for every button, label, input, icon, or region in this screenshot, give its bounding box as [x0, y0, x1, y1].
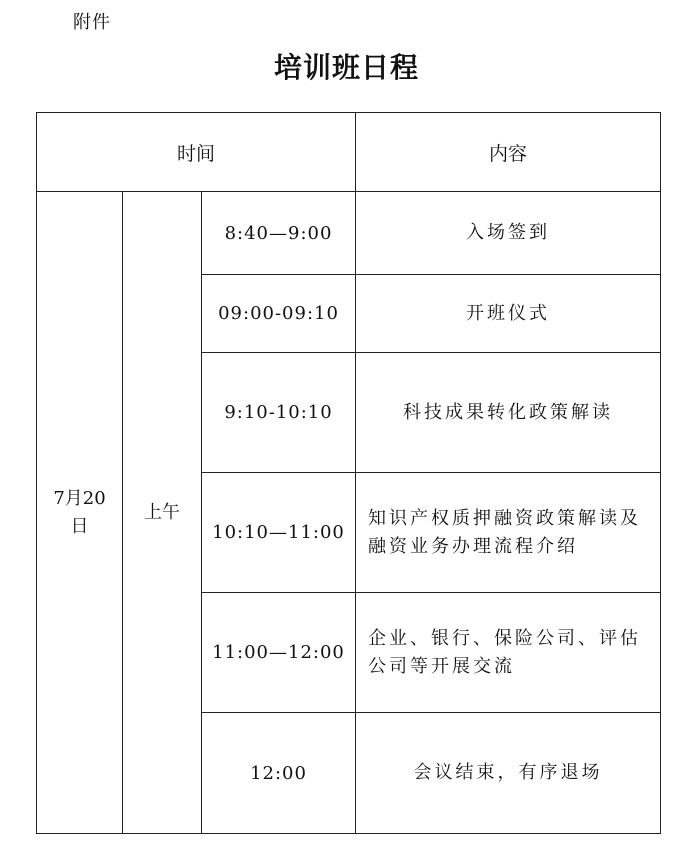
time-cell: 9:10-10:10: [202, 353, 356, 473]
attachment-label: 附件: [73, 12, 111, 33]
header-content: 内容: [356, 113, 661, 192]
period-cell: 上午: [123, 192, 202, 834]
time-cell: 09:00-09:10: [202, 275, 356, 353]
table-header-row: [37, 113, 661, 192]
content-cell: 会议结束，有序退场: [356, 713, 661, 834]
content-line-1: 知识产权质押融资政策解读及: [368, 507, 642, 529]
content-cell: [356, 593, 661, 713]
page-title: 培训班日程: [273, 51, 419, 84]
time-cell: 11:00—12:00: [202, 593, 356, 713]
time-cell: 10:10—11:00: [202, 473, 356, 593]
content-cell: 科技成果转化政策解读: [356, 353, 661, 473]
date-line-1: 7月20: [53, 487, 106, 509]
date-cell: [37, 192, 123, 834]
date-line-2: 日: [70, 515, 89, 537]
content-cell: [356, 473, 661, 593]
content-line-2: 融资业务办理流程介绍: [368, 535, 579, 557]
time-cell: 12:00: [202, 713, 356, 834]
content-cell: 入场签到: [356, 192, 661, 275]
time-cell: 8:40—9:00: [202, 192, 356, 275]
table-row: [37, 192, 661, 275]
header-time: 时间: [37, 113, 356, 192]
schedule-table: [36, 112, 661, 834]
content-line-1: 企业、银行、保险公司、评估: [368, 627, 642, 649]
content-cell: 开班仪式: [356, 275, 661, 353]
content-line-2: 公司等开展交流: [368, 655, 516, 677]
